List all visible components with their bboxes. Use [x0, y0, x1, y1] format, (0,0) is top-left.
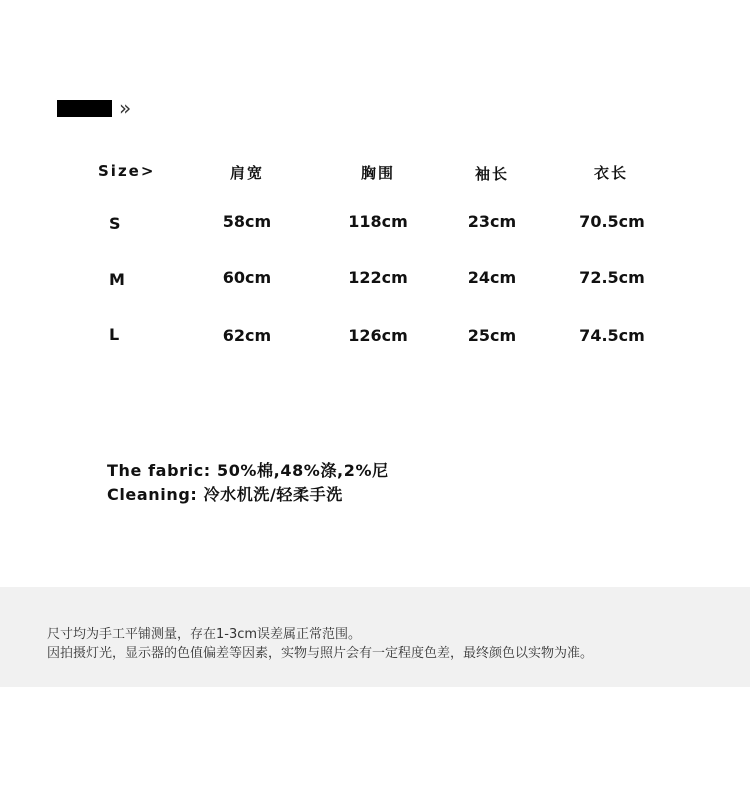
table-cell: 74.5cm [579, 326, 645, 345]
table-cell: 72.5cm [579, 268, 645, 287]
size-m: M [109, 270, 125, 289]
size-s: S [109, 214, 121, 233]
table-cell: 58cm [222, 212, 272, 231]
header-shoulder: 肩宽 [229, 164, 265, 182]
size-l: L [109, 325, 120, 344]
table-cell: 24cm [467, 268, 517, 287]
notice-line-2: 因拍摄灯光，显示器的色值偏差等因素，实物与照片会有一定程度色差，最终颜色以实物为准。 [47, 646, 594, 661]
table-cell: 62cm [222, 326, 272, 345]
table-cell: 23cm [467, 212, 517, 231]
header-sleeve: 袖长 [474, 165, 510, 183]
header-length: 衣长 [593, 164, 629, 182]
notice-panel [0, 587, 750, 687]
table-cell: 122cm [348, 268, 408, 287]
table-cell: 126cm [348, 326, 408, 345]
header-chest: 胸围 [360, 164, 396, 182]
header-black-bar [57, 100, 112, 117]
header-size: Size> [98, 162, 156, 180]
notice-line-1: 尺寸均为手工平铺测量，存在1-3cm误差属正常范围。 [47, 627, 362, 642]
table-cell: 25cm [467, 326, 517, 345]
table-cell: 70.5cm [579, 212, 645, 231]
table-cell: 118cm [348, 212, 408, 231]
fabric-info: The fabric: 50%棉,48%涤,2%尼 [107, 461, 389, 480]
cleaning-info: Cleaning: 冷水机洗/轻柔手洗 [107, 485, 343, 504]
double-chevron-icon: » [119, 96, 132, 120]
table-cell: 60cm [222, 268, 272, 287]
